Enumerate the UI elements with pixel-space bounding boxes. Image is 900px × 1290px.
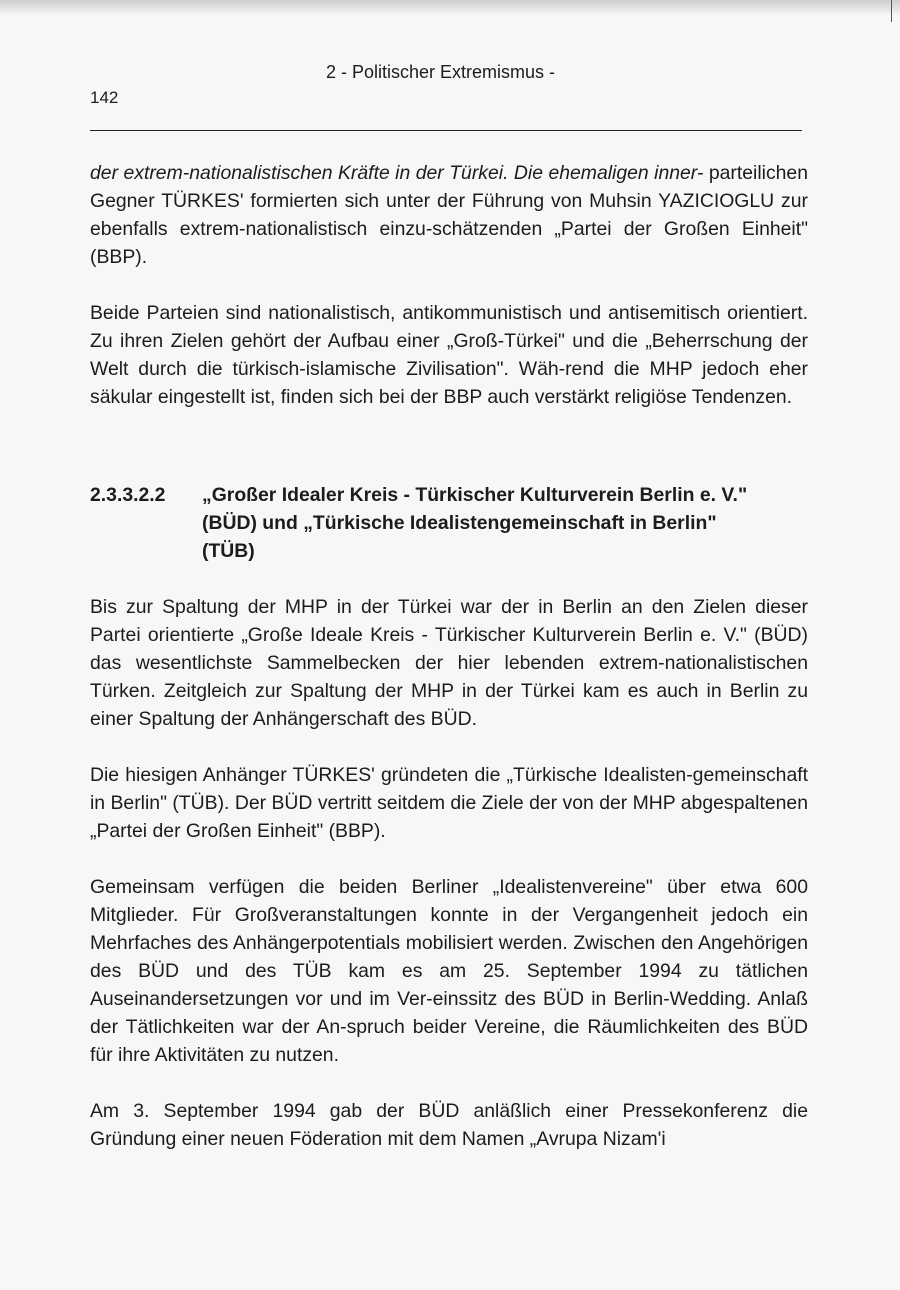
page-number: 142 [90, 88, 119, 107]
page-header [90, 62, 802, 112]
section-heading [90, 481, 808, 565]
paragraph-1-rest: parteilichen Gegner TÜRKES' formierten sich unter der Führung von Muhsin YAZICIOGLU zur ebenfalls extrem-nationalistisch einzu-schätzenden „Partei der Großen Einheit" (BBP). [90, 162, 808, 268]
running-head: 2 - Politischer Extremismus - [326, 62, 556, 82]
scan-mark-right [891, 0, 892, 22]
paragraph-1-italic: der extrem-nationalistischen Kräfte in der Türkei. Die ehemaligen inner- [90, 162, 704, 184]
paragraph-1 [90, 159, 808, 271]
scan-edge-top [0, 0, 900, 14]
paragraph-3: Bis zur Spaltung der MHP in der Türkei war der in Berlin an den Zielen dieser Partei orientierte „Große Ideale Kreis - Türkischer Kulturverein Berlin e. V." (BÜD) das wesentlichste Sammelbecken der hier lebenden extrem-nationalistischen Türken. Zeitgleich zur Spaltung der MHP in der Türkei kam es auch in Berlin zu einer Spaltung der Anhängerschaft des BÜD. [90, 596, 808, 730]
paragraph-5: Gemeinsam verfügen die beiden Berliner „Idealistenvereine" über etwa 600 Mitglieder. Für Großveranstaltungen konnte in der Vergangenheit jedoch ein Mehrfaches des Anhängerpotentials mobilisiert werden. Zwischen den Angehörigen des BÜD und des TÜB kam es am 25. September 1994 zu tätlichen Auseinandersetzungen vor und im Ver-einssitz des BÜD in Berlin-Wedding. Anlaß der Tätlichkeiten war der An-spruch beider Vereine, die Räumlichkeiten des BÜD für ihre Aktivitäten zu nutzen. [90, 876, 808, 1066]
page-body [90, 159, 808, 1153]
section-number: 2.3.3.2.2 [90, 484, 166, 506]
paragraph-6: Am 3. September 1994 gab der BÜD anläßlich einer Pressekonferenz die Gründung einer neuen Föderation mit dem Namen „Avrupa Nizam'i [90, 1100, 808, 1150]
paragraph-4: Die hiesigen Anhänger TÜRKES' gründeten die „Türkische Idealisten-gemeinschaft in Berlin" (TÜB). Der BÜD vertritt seitdem die Ziele der von der MHP abgespaltenen „Partei der Großen Einheit" (BBP). [90, 764, 808, 842]
header-rule [90, 130, 802, 131]
section-title: „Großer Idealer Kreis - Türkischer Kulturverein Berlin e. V." (BÜD) und „Türkische Idealistengemeinschaft in Berlin" (TÜB) [202, 484, 748, 562]
paragraph-2: Beide Parteien sind nationalistisch, antikommunistisch und antisemitisch orientiert. Zu ihren Zielen gehört der Aufbau einer „Groß-Türkei" und die „Beherrschung der Welt durch die türkisch-islamische Zivilisation". Wäh-rend die MHP jedoch eher säkular eingestellt ist, finden sich bei der BBP auch verstärkt religiöse Tendenzen. [90, 302, 808, 408]
